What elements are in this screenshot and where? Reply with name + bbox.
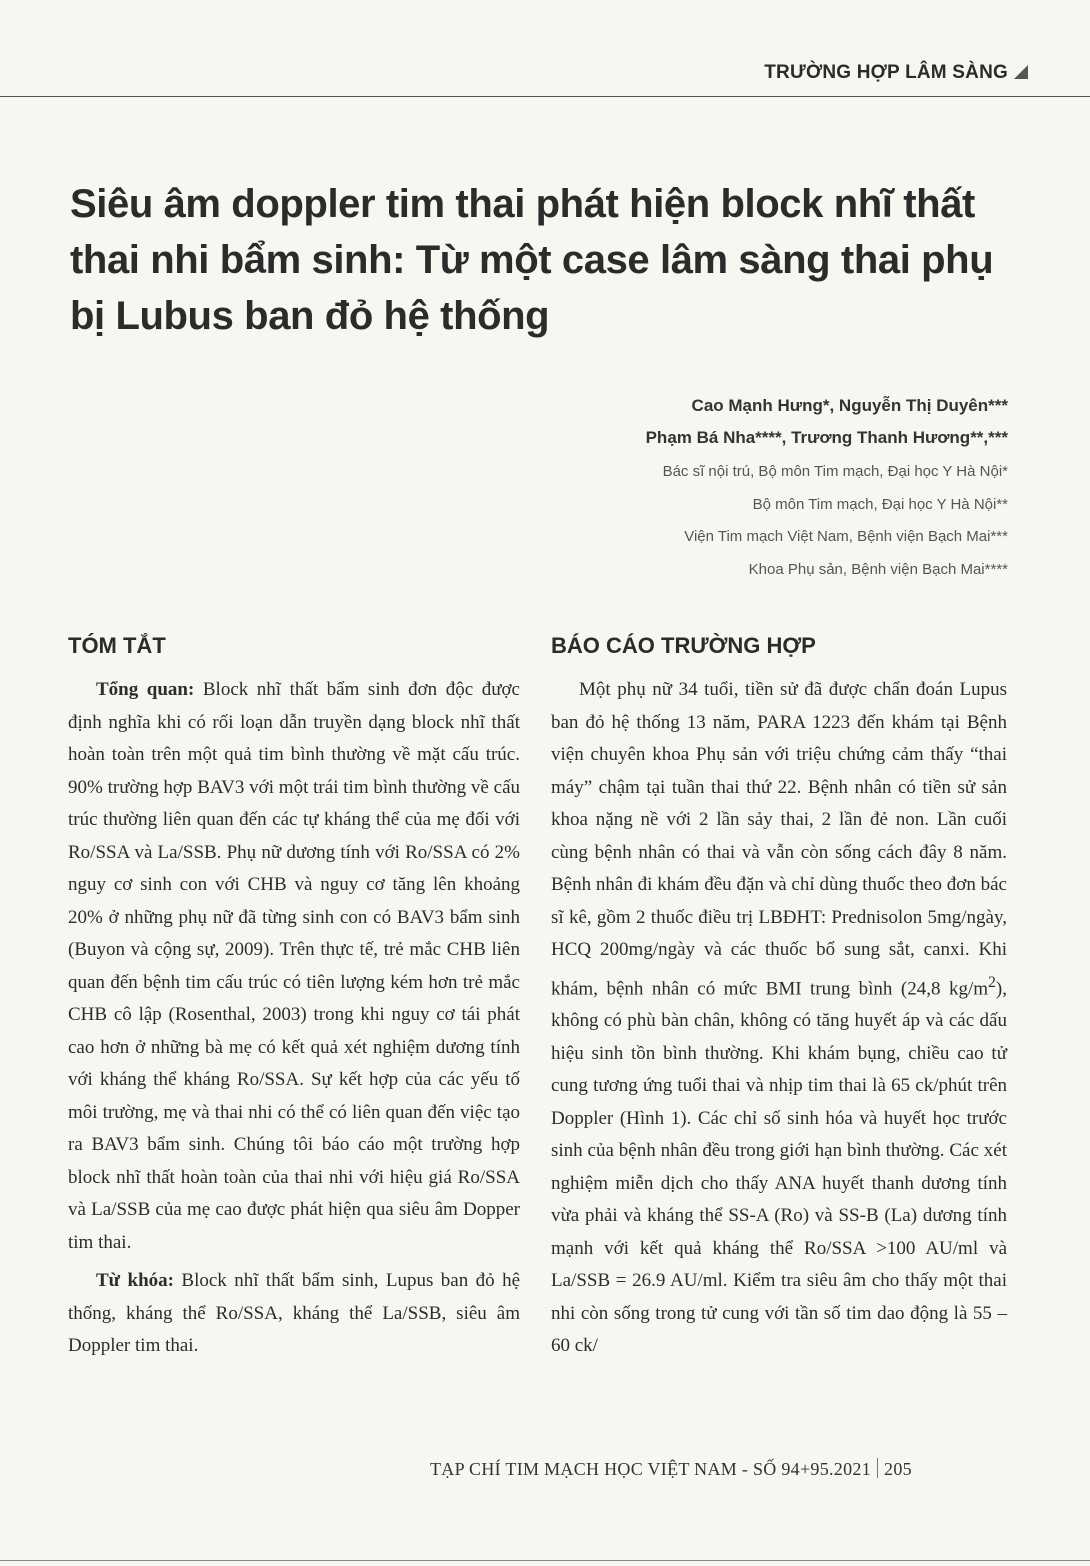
title-line: Siêu âm doppler tim thai phát hiện block nhĩ thất bbox=[70, 182, 975, 226]
title-line: thai nhi bẩm sinh: Từ một case lâm sàng thai phụ bbox=[70, 238, 994, 282]
affiliation-line: Bác sĩ nội trú, Bộ môn Tim mạch, Đại học Y Hà Nội* bbox=[662, 463, 1008, 480]
article-title bbox=[70, 176, 1030, 344]
section-label bbox=[764, 62, 1028, 84]
author-list bbox=[646, 390, 1008, 454]
bottom-rule bbox=[0, 1560, 1090, 1561]
abstract-keywords bbox=[68, 1265, 520, 1363]
author-line: Cao Mạnh Hưng*, Nguyễn Thị Duyên*** bbox=[691, 396, 1008, 415]
page-number: 205 bbox=[884, 1459, 912, 1479]
case-text-part-2: ), không có phù bàn chân, không có tăng huyết áp và các dấu hiệu sinh tồn bình thường. Khi khám bụng, chiều cao tử cung tương ứng tuổi thai và nhịp tim thai là 65 ck/phút trên Doppler (Hình 1). Các chỉ số sinh hóa và huyết học trước sinh của bệnh nhân đều trong giới hạn bình thường. Các xét nghiệm miễn dịch cho thấy ANA huyết thanh dương tính vừa phải và kháng thể SS-A (Ro) và SS-B (La) dương tính mạnh với kết quả kháng thể Ro/SSA >100 AU/ml và La/SSB = 26.9 AU/ml. Kiểm tra siêu âm cho thấy một thai nhi còn sống trong tử cung với tần số tim dao động là 55 – 60 ck/ bbox=[551, 977, 1007, 1357]
affiliation-line: Khoa Phụ sản, Bệnh viện Bạch Mai**** bbox=[748, 560, 1008, 578]
abstract-heading: TÓM TẮT bbox=[68, 633, 166, 658]
abstract-column bbox=[68, 630, 520, 1363]
overview-label: Tổng quan: bbox=[96, 679, 195, 700]
triangle-icon bbox=[1014, 65, 1028, 79]
title-line: bị Lubus ban đỏ hệ thống bbox=[70, 294, 550, 338]
keywords-text: Block nhĩ thất bẩm sinh, Lupus ban đỏ hệ thống, kháng thể Ro/SSA, kháng thể La/SSB, siêu âm Doppler tim thai. bbox=[68, 1270, 520, 1356]
case-report-body bbox=[551, 674, 1007, 1363]
journal-name: TẠP CHÍ TIM MẠCH HỌC VIỆT NAM - SỐ 94+95.2021 bbox=[430, 1459, 872, 1479]
author-line: Phạm Bá Nha****, Trương Thanh Hương**,*** bbox=[645, 428, 1008, 447]
abstract-overview bbox=[68, 674, 520, 1259]
overview-text: Block nhĩ thất bẩm sinh đơn độc được định nghĩa khi có rối loạn dẫn truyền dạng block nhĩ thất hoàn toàn trên một quả tim bình thường về mặt cấu trúc. 90% trường hợp BAV3 với một trái tim bình thường về cấu trúc thường liên quan đến các tự kháng thể của mẹ đối với Ro/SSA và La/SSB. Phụ nữ dương tính với Ro/SSA có 2% nguy cơ sinh con với CHB và nguy cơ tăng lên khoảng 20% ở những phụ nữ đã từng sinh con có BAV3 bẩm sinh (Buyon và cộng sự, 2009). Trên thực tế, trẻ mắc CHB liên quan đến bệnh tim cấu trúc có tiên lượng kém hơn trẻ mắc CHB cô lập (Rosenthal, 2003) trong khi nguy cơ tái phát cao hơn ở những bà mẹ có kết quả xét nghiệm dương tính với kháng thể kháng Ro/SSA. Sự kết hợp của các yếu tố môi trường, mẹ và thai nhi có thể có liên quan đến việc tạo ra BAV3 bẩm sinh. Chúng tôi báo cáo một trường hợp block nhĩ thất hoàn toàn của thai nhi với hiệu giá Ro/SSA và La/SSB của mẹ cao được phát hiện qua siêu âm Dopper tim thai. bbox=[68, 679, 520, 1253]
case-report-column bbox=[551, 630, 1007, 1363]
keywords-label: Từ khóa: bbox=[96, 1270, 174, 1291]
header-rule bbox=[0, 96, 1090, 97]
case-text-part-1: Một phụ nữ 34 tuổi, tiền sử đã được chẩn đoán Lupus ban đỏ hệ thống 13 năm, PARA 1223 đến khám tại Bệnh viện chuyên khoa Phụ sản với triệu chứng cảm thấy “thai máy” chậm tại tuần thai thứ 22. Bệnh nhân có tiền sử sản khoa nặng nề với 2 lần sảy thai, 2 lần đẻ non. Lần cuối cùng bệnh nhân có thai và vẫn còn sống cách đây 8 năm. Bệnh nhân đi khám đều đặn và chỉ dùng thuốc theo đơn bác sĩ kê, gồm 2 thuốc điều trị LBĐHT: Prednisolon 5mg/ngày, HCQ 200mg/ngày và các thuốc bổ sung sắt, canxi. Khi khám, bệnh nhân có mức BMI trung bình (24,8 kg/m bbox=[551, 679, 1007, 999]
affiliation-list bbox=[663, 456, 1008, 586]
affiliation-line: Viện Tim mạch Việt Nam, Bệnh viện Bạch Mai*** bbox=[684, 528, 1008, 545]
section-label-text: TRƯỜNG HỢP LÂM SÀNG bbox=[764, 62, 1008, 83]
page-footer bbox=[430, 1458, 1040, 1480]
footer-divider bbox=[877, 1458, 878, 1478]
case-report-heading: BÁO CÁO TRƯỜNG HỢP bbox=[551, 633, 816, 658]
affiliation-line: Bộ môn Tim mạch, Đại học Y Hà Nội** bbox=[752, 495, 1008, 513]
superscript: 2 bbox=[988, 973, 996, 991]
